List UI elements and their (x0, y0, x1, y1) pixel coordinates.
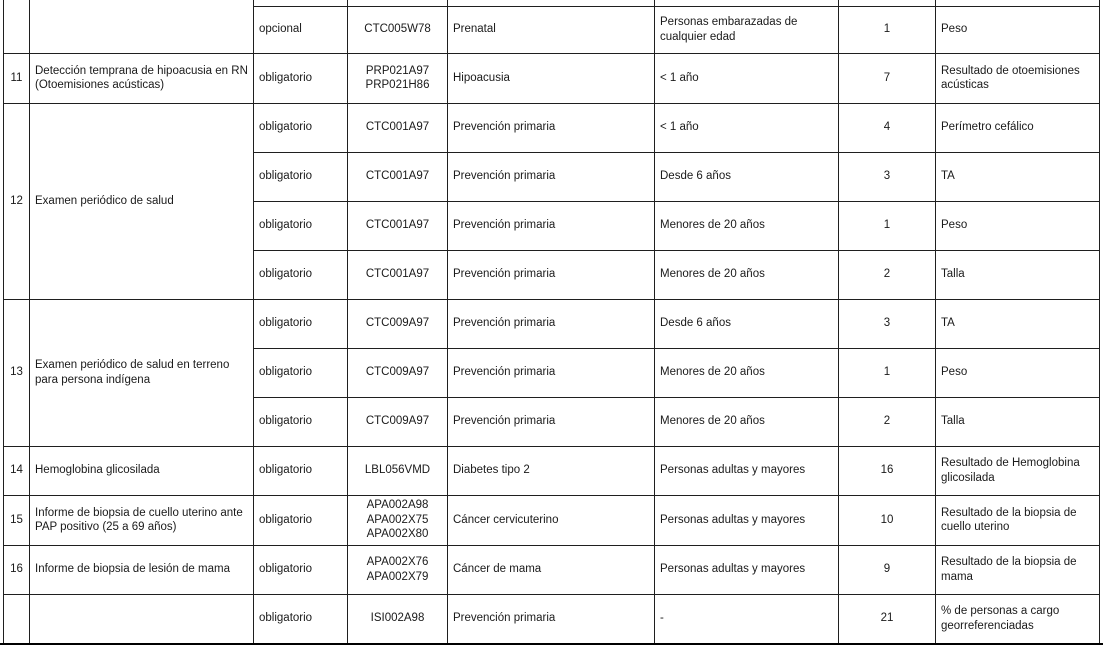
obligation-cell: obligatorio (254, 446, 348, 495)
obligation-cell: obligatorio (254, 103, 348, 152)
category-cell: Prevención primaria (448, 594, 655, 643)
population-cell: Menores de 20 años (655, 201, 839, 250)
code-line: CTC005W78 (364, 23, 431, 36)
code-line: CTC001A97 (365, 268, 430, 281)
row-number-cell: 13 (4, 299, 30, 446)
obligation-cell: obligatorio (254, 348, 348, 397)
quantity-cell: 3 (839, 299, 936, 348)
table-row (4, 545, 1100, 594)
population-cell: < 1 año (655, 53, 839, 103)
code-line: APA002X76 (366, 556, 429, 569)
quantity-cell: 1 (839, 201, 936, 250)
result-cell: Peso (936, 6, 1100, 53)
code-cell (348, 348, 448, 397)
result-cell: Resultado de la biopsia de cuello uterino (936, 495, 1100, 545)
code-line: APA002X79 (366, 570, 429, 583)
category-cell: Prevención primaria (448, 201, 655, 250)
quantity-cell: 1 (839, 6, 936, 53)
code-cell (348, 6, 448, 53)
population-cell: Personas adultas y mayores (655, 545, 839, 594)
obligation-cell: obligatorio (254, 53, 348, 103)
description-cell: Detección temprana de hipoacusia en RN (Otoemisiones acústicas) (30, 53, 254, 103)
quantity-cell: 16 (839, 446, 936, 495)
obligation-cell: obligatorio (254, 397, 348, 446)
table-bottom-edge (0, 643, 1103, 645)
obligation-cell: obligatorio (254, 299, 348, 348)
table-row (4, 495, 1100, 545)
category-cell: Prevención primaria (448, 103, 655, 152)
obligation-cell: obligatorio (254, 545, 348, 594)
category-cell: Diabetes tipo 2 (448, 446, 655, 495)
code-line: PRP021H86 (365, 79, 430, 91)
description-cell: Informe de biopsia de lesión de mama (30, 545, 254, 594)
table-row (4, 103, 1100, 152)
population-cell: Menores de 20 años (655, 250, 839, 299)
row-number-cell (4, 0, 30, 53)
code-cell (348, 495, 448, 545)
description-cell (30, 594, 254, 643)
table-row (4, 446, 1100, 495)
quantity-cell: 2 (839, 397, 936, 446)
row-number-cell: 14 (4, 446, 30, 495)
row-number-cell: 11 (4, 53, 30, 103)
code-line: CTC009A97 (365, 366, 430, 379)
table-body (4, 0, 1100, 643)
population-cell: Menores de 20 años (655, 348, 839, 397)
population-cell: Desde 6 años (655, 299, 839, 348)
code-cell (348, 397, 448, 446)
row-number-cell (4, 594, 30, 643)
health-indicators-table (3, 0, 1100, 644)
code-cell (348, 299, 448, 348)
result-cell: Resultado de la biopsia de mama (936, 545, 1100, 594)
quantity-cell: 7 (839, 53, 936, 103)
quantity-cell: 2 (839, 250, 936, 299)
quantity-cell: 1 (839, 348, 936, 397)
quantity-cell: 21 (839, 594, 936, 643)
population-cell: Personas embarazadas de cualquier edad (655, 6, 839, 53)
row-number-cell: 16 (4, 545, 30, 594)
quantity-cell: 4 (839, 103, 936, 152)
category-cell: Prevención primaria (448, 152, 655, 201)
code-line: LBL056VMD (364, 464, 431, 477)
description-cell: Examen periódico de salud en terreno para persona indígena (30, 299, 254, 446)
result-cell: Peso (936, 348, 1100, 397)
quantity-cell: 3 (839, 152, 936, 201)
code-cell (348, 446, 448, 495)
obligation-cell: opcional (254, 6, 348, 53)
result-cell: TA (936, 152, 1100, 201)
code-cell (348, 594, 448, 643)
code-line: CTC001A97 (365, 219, 430, 232)
code-line: APA002X75 (366, 513, 429, 526)
code-line: CTC009A97 (365, 415, 430, 428)
category-cell: Prevención primaria (448, 397, 655, 446)
result-cell: Peso (936, 201, 1100, 250)
code-line: CTC001A97 (365, 121, 430, 134)
table-row (4, 594, 1100, 643)
code-line: ISI002A98 (370, 612, 425, 625)
description-cell (30, 0, 254, 53)
code-cell (348, 201, 448, 250)
category-cell: Prevención primaria (448, 250, 655, 299)
result-cell: Resultado de Hemoglobina glicosilada (936, 446, 1100, 495)
code-line: PRP021A97 (365, 64, 430, 77)
population-cell: Personas adultas y mayores (655, 495, 839, 545)
code-cell (348, 103, 448, 152)
obligation-cell: obligatorio (254, 152, 348, 201)
table-row (4, 53, 1100, 103)
code-line: CTC009A97 (365, 317, 430, 330)
population-cell: Desde 6 años (655, 152, 839, 201)
row-number-cell: 15 (4, 495, 30, 545)
description-cell: Examen periódico de salud (30, 103, 254, 299)
obligation-cell: obligatorio (254, 250, 348, 299)
code-line: CTC001A97 (365, 170, 430, 183)
description-cell: Hemoglobina glicosilada (30, 446, 254, 495)
result-cell: TA (936, 299, 1100, 348)
population-cell: Menores de 20 años (655, 397, 839, 446)
category-cell: Cáncer cervicuterino (448, 495, 655, 545)
result-cell: Resultado de otoemisiones acústicas (936, 53, 1100, 103)
code-line: APA002X80 (366, 528, 429, 541)
category-cell: Prevención primaria (448, 348, 655, 397)
population-cell: Personas adultas y mayores (655, 446, 839, 495)
table-row (4, 299, 1100, 348)
category-cell: Prevención primaria (448, 299, 655, 348)
category-cell: Prenatal (448, 6, 655, 53)
result-cell: Perímetro cefálico (936, 103, 1100, 152)
population-cell: < 1 año (655, 103, 839, 152)
category-cell: Cáncer de mama (448, 545, 655, 594)
code-cell (348, 545, 448, 594)
obligation-cell: obligatorio (254, 201, 348, 250)
result-cell: Talla (936, 397, 1100, 446)
category-cell: Hipoacusia (448, 53, 655, 103)
quantity-cell: 10 (839, 495, 936, 545)
result-cell: % de personas a cargo georreferenciadas (936, 594, 1100, 643)
obligation-cell: obligatorio (254, 495, 348, 545)
quantity-cell: 9 (839, 545, 936, 594)
code-cell (348, 152, 448, 201)
description-cell: Informe de biopsia de cuello uterino ante PAP positivo (25 a 69 años) (30, 495, 254, 545)
code-line: APA002A98 (366, 499, 429, 512)
result-cell: Talla (936, 250, 1100, 299)
code-cell (348, 53, 448, 103)
code-cell (348, 250, 448, 299)
row-number-cell: 12 (4, 103, 30, 299)
population-cell: - (655, 594, 839, 643)
obligation-cell: obligatorio (254, 594, 348, 643)
